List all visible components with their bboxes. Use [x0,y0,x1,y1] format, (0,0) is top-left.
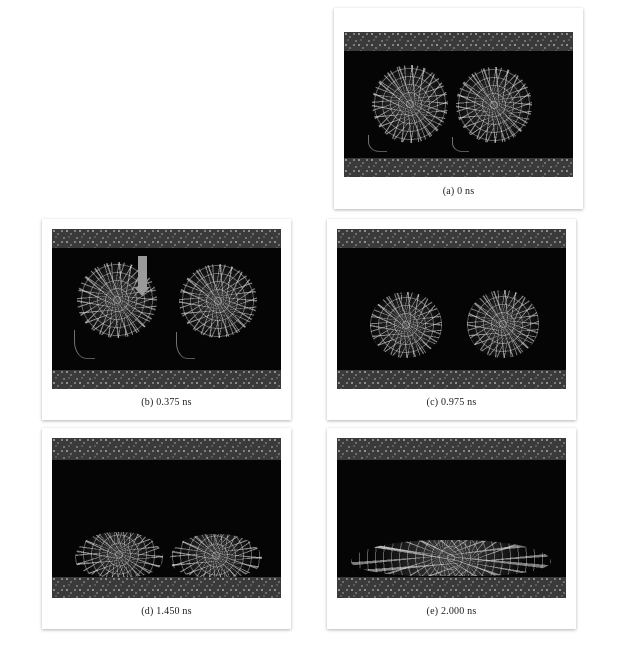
panel-a-caption: (a) 0 ns [442,186,475,197]
panel-a [334,8,583,209]
polymer-tail [368,135,387,152]
simulation-region [52,460,281,577]
panel-d [42,428,291,629]
upper-wall [344,32,573,51]
panel-c [327,219,576,420]
lower-wall [337,577,566,598]
polymer-tail [452,137,469,152]
panel-d-image [52,438,281,598]
lower-wall [52,577,281,598]
polymer-coil [456,67,532,143]
polymer-coil [170,534,262,577]
panel-b [42,219,291,420]
panel-c-image [337,229,566,389]
polymer-coil [75,532,163,577]
upper-wall [52,438,281,460]
panel-b-caption: (b) 0.375 ns [141,397,192,408]
panel-e [327,428,576,629]
simulation-region [52,248,281,370]
polymer-coil [179,264,257,338]
panel-d-caption: (d) 1.450 ns [141,606,192,617]
upper-wall [337,438,566,460]
simulation-region [344,51,573,158]
panel-c-caption: (c) 0.975 ns [426,397,477,408]
upper-wall [337,229,566,248]
panel-e-image [337,438,566,598]
lower-wall [344,158,573,177]
panel-b-image [52,229,281,389]
polymer-tail [74,330,95,359]
lower-wall [337,370,566,389]
panel-e-caption: (e) 2.000 ns [426,606,477,617]
polymer-coil [372,65,448,143]
polymer-coil [467,290,539,358]
polymer-tail [176,332,195,359]
lower-wall [52,370,281,389]
polymer-film [351,540,551,576]
panel-a-image [344,32,573,177]
simulation-region [337,248,566,370]
compression-arrow-icon [138,256,147,288]
simulation-region [337,460,566,577]
polymer-coil [370,292,442,358]
upper-wall [52,229,281,248]
